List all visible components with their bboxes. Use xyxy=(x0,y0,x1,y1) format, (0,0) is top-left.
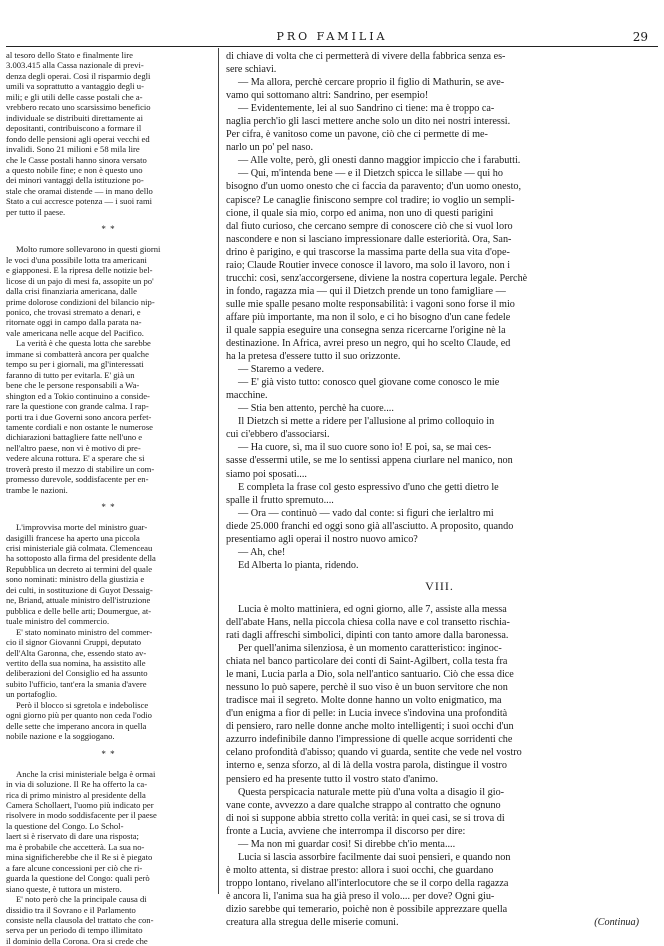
novel-paragraph: di chiave di volta che ci permetterà di vivere della fabbrica senza es- sere schiavi. xyxy=(226,51,506,76)
chapter-heading: VIII. xyxy=(425,578,454,593)
novel-paragraph: — Ha cuore, sì, ma il suo cuore sono io! E poi, sa, se mai ces- sasse d'essermi utile, se me lo sentissi appena ciurlare nel manico, non siamo poi sposati.... xyxy=(226,442,513,480)
novel-paragraph: — Stia ben attento, perchè ha cuore.... xyxy=(238,403,394,415)
section-separator: * * xyxy=(101,502,116,513)
news-paragraph: La verità è che questa lotta che sarebbe immane si combatterà ancora per qualche tempo su per i giornali, ma gl'interessati faranno di tutto per evitarla. E' già un bene che le persone responsabili a Wa- shington ed a Tokio continuino a conside- rare la questione con grande calma. I rap- porti tra i due Governi sono ancora perfet- tamente cordiali e non ostante le numerose dichiarazioni battagliere fatte nell'uno e nell'altro paese, non vi è motivo di pre- vedere alcuna rottura. E' a sperare che si troverà presto il mezzo di stabilire un com- promesso durevole, soddisfacente per en- trambe le nazioni. xyxy=(6,338,155,495)
novel-paragraph: — Ora — continuò — vado dal conte: si figuri che ierlaltro mi diede 25.000 franchi ed oggi sono già all'asciutto. A proposito, quando presentiamo agli operai il nostro nuovo amico? xyxy=(226,507,514,545)
novel-paragraph: — Ah, che! xyxy=(238,546,286,558)
news-paragraph: E' stato nominato ministro del commer- cio il signor Giovanni Cruppi, deputato dell'Alta Garonna, che, essendo stato av- vertito della sua nomina, ha assistito alle deliberazioni del Consiglio ed ha assunto subito l'ufficio, tant'era la smania d'avere un portafoglio. xyxy=(6,626,153,700)
news-column xyxy=(6,50,211,946)
news-paragraph: E' noto però che la principale causa di dissidio tra il Sovrano e il Parlamento consiste nella clausola del trattato che con- serva per un periodo di tempo illimitato il dominio della Corona. Ora si crede che xyxy=(6,894,154,946)
news-paragraph: L'improvvisa morte del ministro guar- dasigilli francese ha aperto una piccola crisi ministeriale già colmata. Clemenceau ha sottoposto alla firma del presidente della Repubblica un decreto ai termini del quale sono nominati: ministro della giustizia e dei culti, in sostituzione di Guyot Dessaig- ne, Briand, attuale ministro dell'istruzione pubblica e delle belle arti; Doumergue, at- tuale ministro del commercio. xyxy=(6,522,156,627)
section-separator: * * xyxy=(101,224,116,235)
continued-label: (Continua) xyxy=(594,917,639,929)
novel-paragraph: Questa perspicacia naturale mette più d'una volta a disagio il gio- vane conte, avvezzo a dare qualche strappo al contratto che ognuno di noi si suppone abbia stretto colla verità: in quei casi, se si trova di fronte a Lucia, avviene che interrompa il discorso per dire: xyxy=(226,786,505,837)
journal-title: PRO FAMILIA xyxy=(276,30,388,43)
section-separator: * * xyxy=(101,748,116,759)
page-header xyxy=(6,0,658,46)
novel-paragraph: — Ma non mi guardar così! Si direbbe ch'io menta.... xyxy=(238,838,456,850)
novel-paragraph: Lucia si lascia assorbire facilmente dai suoi pensieri, e quando non è molto attenta, si distrae presto: allora i suoi occhi, che guardano troppo lontano, rivelano all'interlocutore che se il corpo della ragazza è ancora lì, l'anima sua ha già preso il volo.... per dove? Ogni giu- dizio sarebbe qui temerario, poichè non è possibile apprezzare quella creatura alla stregua delle miserie comuni. xyxy=(226,851,511,929)
header-rule xyxy=(6,46,658,47)
column-divider xyxy=(218,48,219,894)
news-paragraph: Però il blocco si sgretola e indebolisce ogni giorno più per quanto non ceda l'odio delle sette che imperano ancora in quella nobile nazione e la soggiogano. xyxy=(6,699,152,742)
novel-paragraph: Il Dietzch si mette a ridere per l'allusione al primo colloquio in cui ci'ebbero d'associarsi. xyxy=(226,416,495,441)
news-paragraph: Molto rumore sollevarono in questi giorni le voci d'una possibile lotta tra americani e giapponesi. E la ripresa delle notizie bel- licose di un pajo di mesi fa, assopite un po' dalla crisi finanziaria americana, dalle prime dolorose condizioni del bilancio nip- ponico, che trovasi stremato a denari, e ritornate oggi in campo dalla parata na- vale americana nelle acque del Pacifico. xyxy=(6,244,161,338)
novel-paragraph: — Qui, m'intenda bene — e il Dietzch spicca le sillabe — qui ho bisogno d'un uomo onesto che ci faccia da paravento; d'un uomo onesto, capisce? Le canaglie finiscono sempre col tradire; io voglio un sempli- cione, il quale sia mio, corpo ed anima, non uno di questi parigini dal fiuto curioso, che cercano sempre di conoscere ciò che si vuol loro nascondere e non si lasciano impressionare dalle esteriorità. Ora, San- drino è parigino, e qui trascorse la massima parte della sua vita d'ope- raio; Claude Routier invece conosce il lavoro, ma solo il lavoro, non i trucchi: così, senz'accorgersene, diviene la nostra copertura legale. Perchè in fondo, ragazza mia — qui il Dietzch prende un tono famigliare — sulle mie spalle pesano molte responsabilità: i vagoni sono forse il mio affare più importante, ma non il solo, e ci ho bisogno d'un cane fedele il quale sappia eseguire una consegna senza ricercarne l'origine nè la destinazione. In Africa, avrei preso un negro, qui ho scelto Claude, ed ha la pretesa d'essere tutto il suo orizzonte. xyxy=(226,168,528,363)
novel-paragraph: — Ma allora, perchè cercare proprio il figlio di Mathurin, se ave- vamo qui sottomano altri: Sandrino, per esempio! xyxy=(226,77,505,102)
news-paragraph: Anche la crisi ministeriale belga è ormai in via di soluzione. Il Re ha offerto la ca- rica di primo ministro al presidente della Camera Schollaert, l'uomo più indicato per risolvere in modo soddisfacente per il paese la questione del Congo. Lo Schol- laert si è riservato di dare una risposta; ma è probabile che accetterà. La sua no- mina significherebbe che il Re si è piegato a fare alcune concessioni per ciò che ri- guarda la questione del Congo: quali però siano queste, è tuttora un mistero. xyxy=(6,768,157,894)
novel-paragraph: E completa la frase col gesto espressivo d'uno che getti dietro le spalle il frutto spremuto.... xyxy=(226,481,499,506)
page-number: 29 xyxy=(632,30,648,44)
novel-paragraph: — E' già visto tutto: conosco quel giovane come conosco le mie macchine. xyxy=(226,377,500,402)
news-paragraph: al tesoro dello Stato e finalmente lire 3.003.415 alla Cassa nazionale di previ- denza degli operai. Così il risparmio degli umili va soprattutto a vantaggio degli u- mili; e gli utili delle casse postali che a- vrebbero recato uno scarsissimo beneficio individuale se distribuiti direttamente ai depositanti, contribuiscono a formare il fondo delle pensioni agli operai vecchi ed invalidi. Sono 21 milioni e 58 mila lire che le Casse postali hanno sinora versato a questo nobile fine; e non è questo uno dei minori vantaggi della istituzione po- stale che oramai distende — in mano dello Stato a cui accresce potenza — i suoi rami per tutto il paese. xyxy=(6,50,153,217)
novel-paragraph: Per quell'anima silenziosa, è un momento caratteristico: inginoc- chiata nel banco particolare dei conti di Saint-Agilbert, colla testa fra le mani, Lucia parla a Dio, sola nell'antico santuario. Ciò che essa dice nessuno lo può sapere, perchè il suo viso è un buon servitore che non tradisce mai il segreto. Molte donne hanno un volto enigmatico, ma d'un enigma a fior di pelle: in Lucia invece s'indovina una profondità di pensiero, raro nelle donne anche molto intelligenti; i suoi occhi d'un azzurro indefinibile danno l'impressione di quelle acque sorridenti che celano profondità d'abisso; quando vi guarda, sentite che vede nel vostro interno e, senza sforzo, al di là della vostra parola, distingue il vostro pensiero ed ha presente tutto il vostro stato d'animo. xyxy=(226,643,522,785)
novel-paragraph: — Staremo a vedere. xyxy=(238,364,324,376)
novel-paragraph: — Alle volte, però, gli onesti danno maggior impiccio che i farabutti. xyxy=(238,155,521,167)
novel-paragraph: Ed Alberta lo pianta, ridendo. xyxy=(238,559,359,571)
novel-paragraph: — Evidentemente, lei al suo Sandrino ci tiene: ma è troppo ca- naglia perch'io gli lasci mettere anche solo un dito nei nostri interessi. Per cifra, è vanitoso come un pavone, ciò che ci permette di me- narlo un po' pel naso. xyxy=(226,103,511,154)
novel-column xyxy=(226,50,653,929)
novel-paragraph: Lucia è molto mattiniera, ed ogni giorno, alle 7, assiste alla messa dell'abate Hans, nella piccola chiesa colla nave e col transetto rischia- rati dagli affreschi simbolici, dipinti con tanto amore dalla baronessa. xyxy=(226,603,510,642)
